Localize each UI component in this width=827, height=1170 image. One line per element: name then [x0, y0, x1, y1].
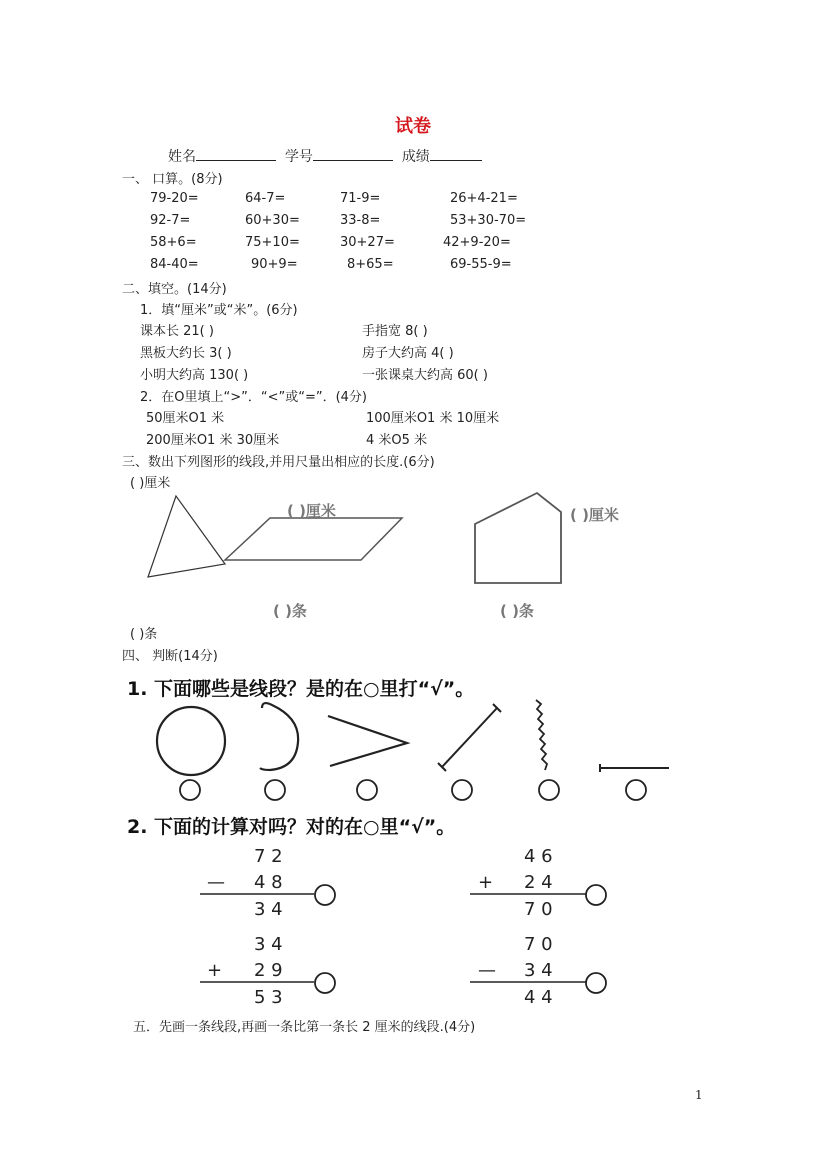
- math-item: 64-7=: [245, 191, 286, 206]
- judge-question-1: 1. 下面哪些是线段？是的在○里打“√”。: [127, 678, 475, 700]
- section4-heading: 四、 判断(14分): [122, 649, 218, 664]
- triangle-length-label: ( )厘米: [130, 476, 171, 491]
- fill-item: 一张课桌大约高 60( ): [362, 368, 488, 383]
- triangle-count-label: ( )条: [130, 627, 158, 642]
- section3-heading: 三、数出下列图形的线段,并用尺量出相应的长度.(6分): [122, 455, 435, 470]
- compare-item: 100厘米O1 米 10厘米: [366, 411, 500, 426]
- vertical-calc: [470, 934, 606, 1008]
- calc-operator: —: [207, 872, 225, 893]
- parallelogram-count-label: ( )条: [273, 602, 307, 620]
- vertical-calc: [200, 934, 335, 1008]
- compare-item: 200厘米O1 米 30厘米: [146, 433, 280, 448]
- page-title: 试卷: [395, 116, 431, 137]
- math-item: 33-8=: [340, 213, 381, 228]
- calc-top-number: 3 4: [254, 934, 283, 955]
- calc-mid-number: 4 8: [254, 872, 283, 893]
- math-item: 26+4-21=: [450, 191, 518, 206]
- calc-result: 4 4: [524, 987, 553, 1008]
- calc-mid-number: 2 9: [254, 960, 283, 981]
- pentagon-length-label: ( )厘米: [570, 506, 619, 524]
- math-item: 30+27=: [340, 235, 395, 250]
- math-item: 53+30-70=: [450, 213, 527, 228]
- fill-question-1: 1．填“厘米”或“米”。(6分): [140, 303, 298, 318]
- math-item: 75+10=: [245, 235, 300, 250]
- judge-question-2: 2. 下面的计算对吗？对的在○里“√”。: [127, 816, 456, 838]
- calc-result: 5 3: [254, 987, 283, 1008]
- calc-operator: +: [207, 960, 223, 981]
- compare-item: 4 米O5 米: [366, 433, 428, 448]
- answer-circle: [315, 973, 335, 993]
- math-item: 42+9-20=: [443, 235, 511, 250]
- section2-heading: 二、填空。(14分): [122, 282, 227, 297]
- calc-operator: +: [478, 872, 494, 893]
- math-item: 60+30=: [245, 213, 300, 228]
- pentagon-count-label: ( )条: [500, 602, 534, 620]
- name-label: 姓名: [168, 149, 196, 165]
- math-item: 79-20=: [150, 191, 199, 206]
- fill-item: 手指宽 8( ): [362, 324, 428, 339]
- section5-heading: 五．先画一条线段,再画一条比第一条长 2 厘米的线段.(4分): [133, 1020, 476, 1035]
- calc-top-number: 7 2: [254, 846, 283, 867]
- math-item: 69-55-9=: [450, 257, 512, 272]
- calc-operator: —: [478, 960, 496, 981]
- calc-mid-number: 3 4: [524, 960, 553, 981]
- parallelogram-length-label: ( )厘米: [287, 502, 336, 520]
- answer-circle: [315, 885, 335, 905]
- calc-mid-number: 2 4: [524, 872, 553, 893]
- calc-top-number: 7 0: [524, 934, 553, 955]
- compare-item: 50厘米O1 米: [146, 411, 225, 426]
- fill-item: 房子大约高 4( ): [362, 346, 454, 361]
- math-item: 8+65=: [347, 257, 394, 272]
- math-item: 92-7=: [150, 213, 191, 228]
- math-item: 58+6=: [150, 235, 197, 250]
- fill-item: 小明大约高 130( ): [140, 368, 249, 383]
- page-number: 1: [695, 1088, 703, 1102]
- vertical-calc: [200, 846, 335, 920]
- math-item: 71-9=: [340, 191, 381, 206]
- fill-question-2: 2．在O里填上“>”．“<”或“=”．(4分): [140, 390, 368, 405]
- calc-result: 7 0: [524, 899, 553, 920]
- id-label: 学号: [284, 149, 313, 165]
- calc-top-number: 4 6: [524, 846, 553, 867]
- fill-item: 黑板大约长 3( ): [140, 346, 232, 361]
- answer-circle: [586, 885, 606, 905]
- calc-result: 3 4: [254, 899, 283, 920]
- vertical-calc: [470, 846, 606, 920]
- math-item: 90+9=: [251, 257, 298, 272]
- fill-item: 课本长 21( ): [140, 324, 214, 339]
- answer-circle: [586, 973, 606, 993]
- score-label: 成绩: [401, 149, 430, 165]
- math-item: 84-40=: [150, 257, 199, 272]
- section1-heading: 一、 口算。(8分): [122, 172, 223, 187]
